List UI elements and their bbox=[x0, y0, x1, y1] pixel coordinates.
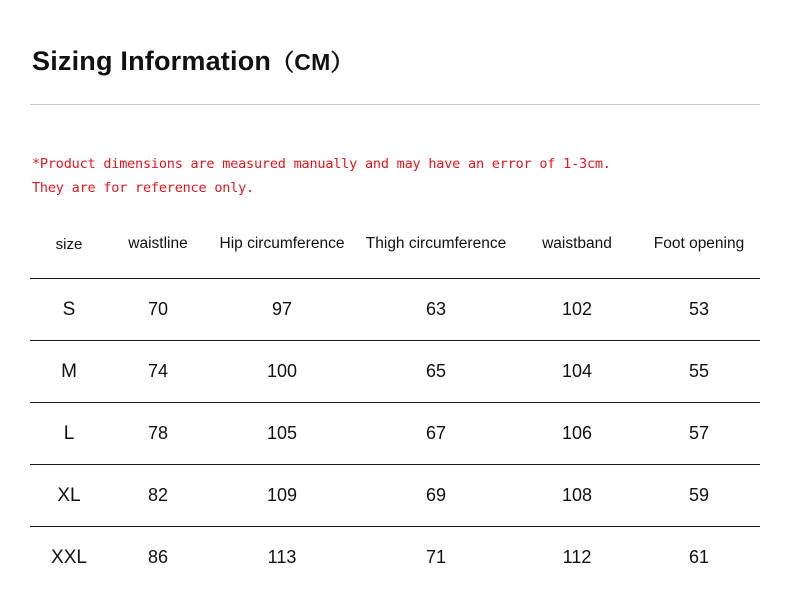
cell-hip-circumference: 105 bbox=[266, 423, 298, 443]
cell-foot-opening: 55 bbox=[688, 361, 710, 381]
column-header-size: size bbox=[55, 235, 83, 253]
table-row bbox=[30, 527, 760, 589]
table-row bbox=[30, 465, 760, 527]
cell-hip-circumference: 109 bbox=[266, 485, 298, 505]
cell-hip-circumference: 100 bbox=[266, 361, 298, 381]
cell-size: XL bbox=[57, 484, 81, 506]
cell-hip-circumference: 97 bbox=[271, 299, 293, 319]
cell-foot-opening: 57 bbox=[688, 423, 710, 443]
column-header-waistband: waistband bbox=[542, 235, 612, 252]
cell-foot-opening: 59 bbox=[688, 485, 710, 505]
cell-waistband: 104 bbox=[561, 361, 593, 381]
cell-foot-opening: 61 bbox=[688, 547, 710, 567]
cell-thigh-circumference: 65 bbox=[425, 361, 447, 381]
cell-waistline: 74 bbox=[147, 361, 169, 381]
measurement-note bbox=[32, 152, 732, 200]
cell-size: L bbox=[63, 422, 75, 444]
cell-waistband: 106 bbox=[561, 423, 593, 443]
cell-waistline: 78 bbox=[147, 423, 169, 443]
page-title bbox=[32, 44, 354, 77]
cell-waistline: 70 bbox=[147, 299, 169, 319]
cell-foot-opening: 53 bbox=[688, 299, 710, 319]
column-header-foot-opening: Foot opening bbox=[653, 235, 745, 252]
cell-waistband: 108 bbox=[561, 485, 593, 505]
cell-thigh-circumference: 67 bbox=[425, 423, 447, 443]
cell-waistline: 82 bbox=[147, 485, 169, 505]
cell-size: XXL bbox=[51, 546, 87, 568]
measurement-note-line-2: They are for reference only. bbox=[32, 180, 254, 196]
table-row bbox=[30, 341, 760, 403]
page-title-unit: （CM） bbox=[271, 49, 354, 75]
cell-waistband: 102 bbox=[561, 299, 593, 319]
cell-waistline: 86 bbox=[147, 547, 169, 567]
table-header bbox=[30, 216, 760, 279]
cell-thigh-circumference: 71 bbox=[425, 547, 447, 567]
table-row bbox=[30, 279, 760, 341]
table-body bbox=[30, 279, 760, 589]
cell-hip-circumference: 113 bbox=[267, 547, 297, 567]
column-header-waistline: waistline bbox=[128, 235, 188, 252]
column-header-hip-circumference: Hip circumference bbox=[219, 235, 345, 252]
table-row bbox=[30, 403, 760, 465]
cell-size: S bbox=[62, 298, 76, 320]
page-title-text: Sizing Information bbox=[32, 46, 272, 76]
column-header-thigh-circumference: Thigh circumference bbox=[365, 235, 507, 252]
cell-thigh-circumference: 69 bbox=[425, 485, 447, 505]
title-divider bbox=[30, 104, 760, 105]
cell-size: M bbox=[61, 360, 77, 382]
cell-thigh-circumference: 63 bbox=[425, 299, 447, 319]
cell-waistband: 112 bbox=[562, 547, 592, 567]
size-chart-table bbox=[30, 216, 760, 588]
table-header-row bbox=[30, 216, 760, 279]
measurement-note-line-1: *Product dimensions are measured manually and may have an error of 1-3cm. bbox=[32, 156, 611, 172]
